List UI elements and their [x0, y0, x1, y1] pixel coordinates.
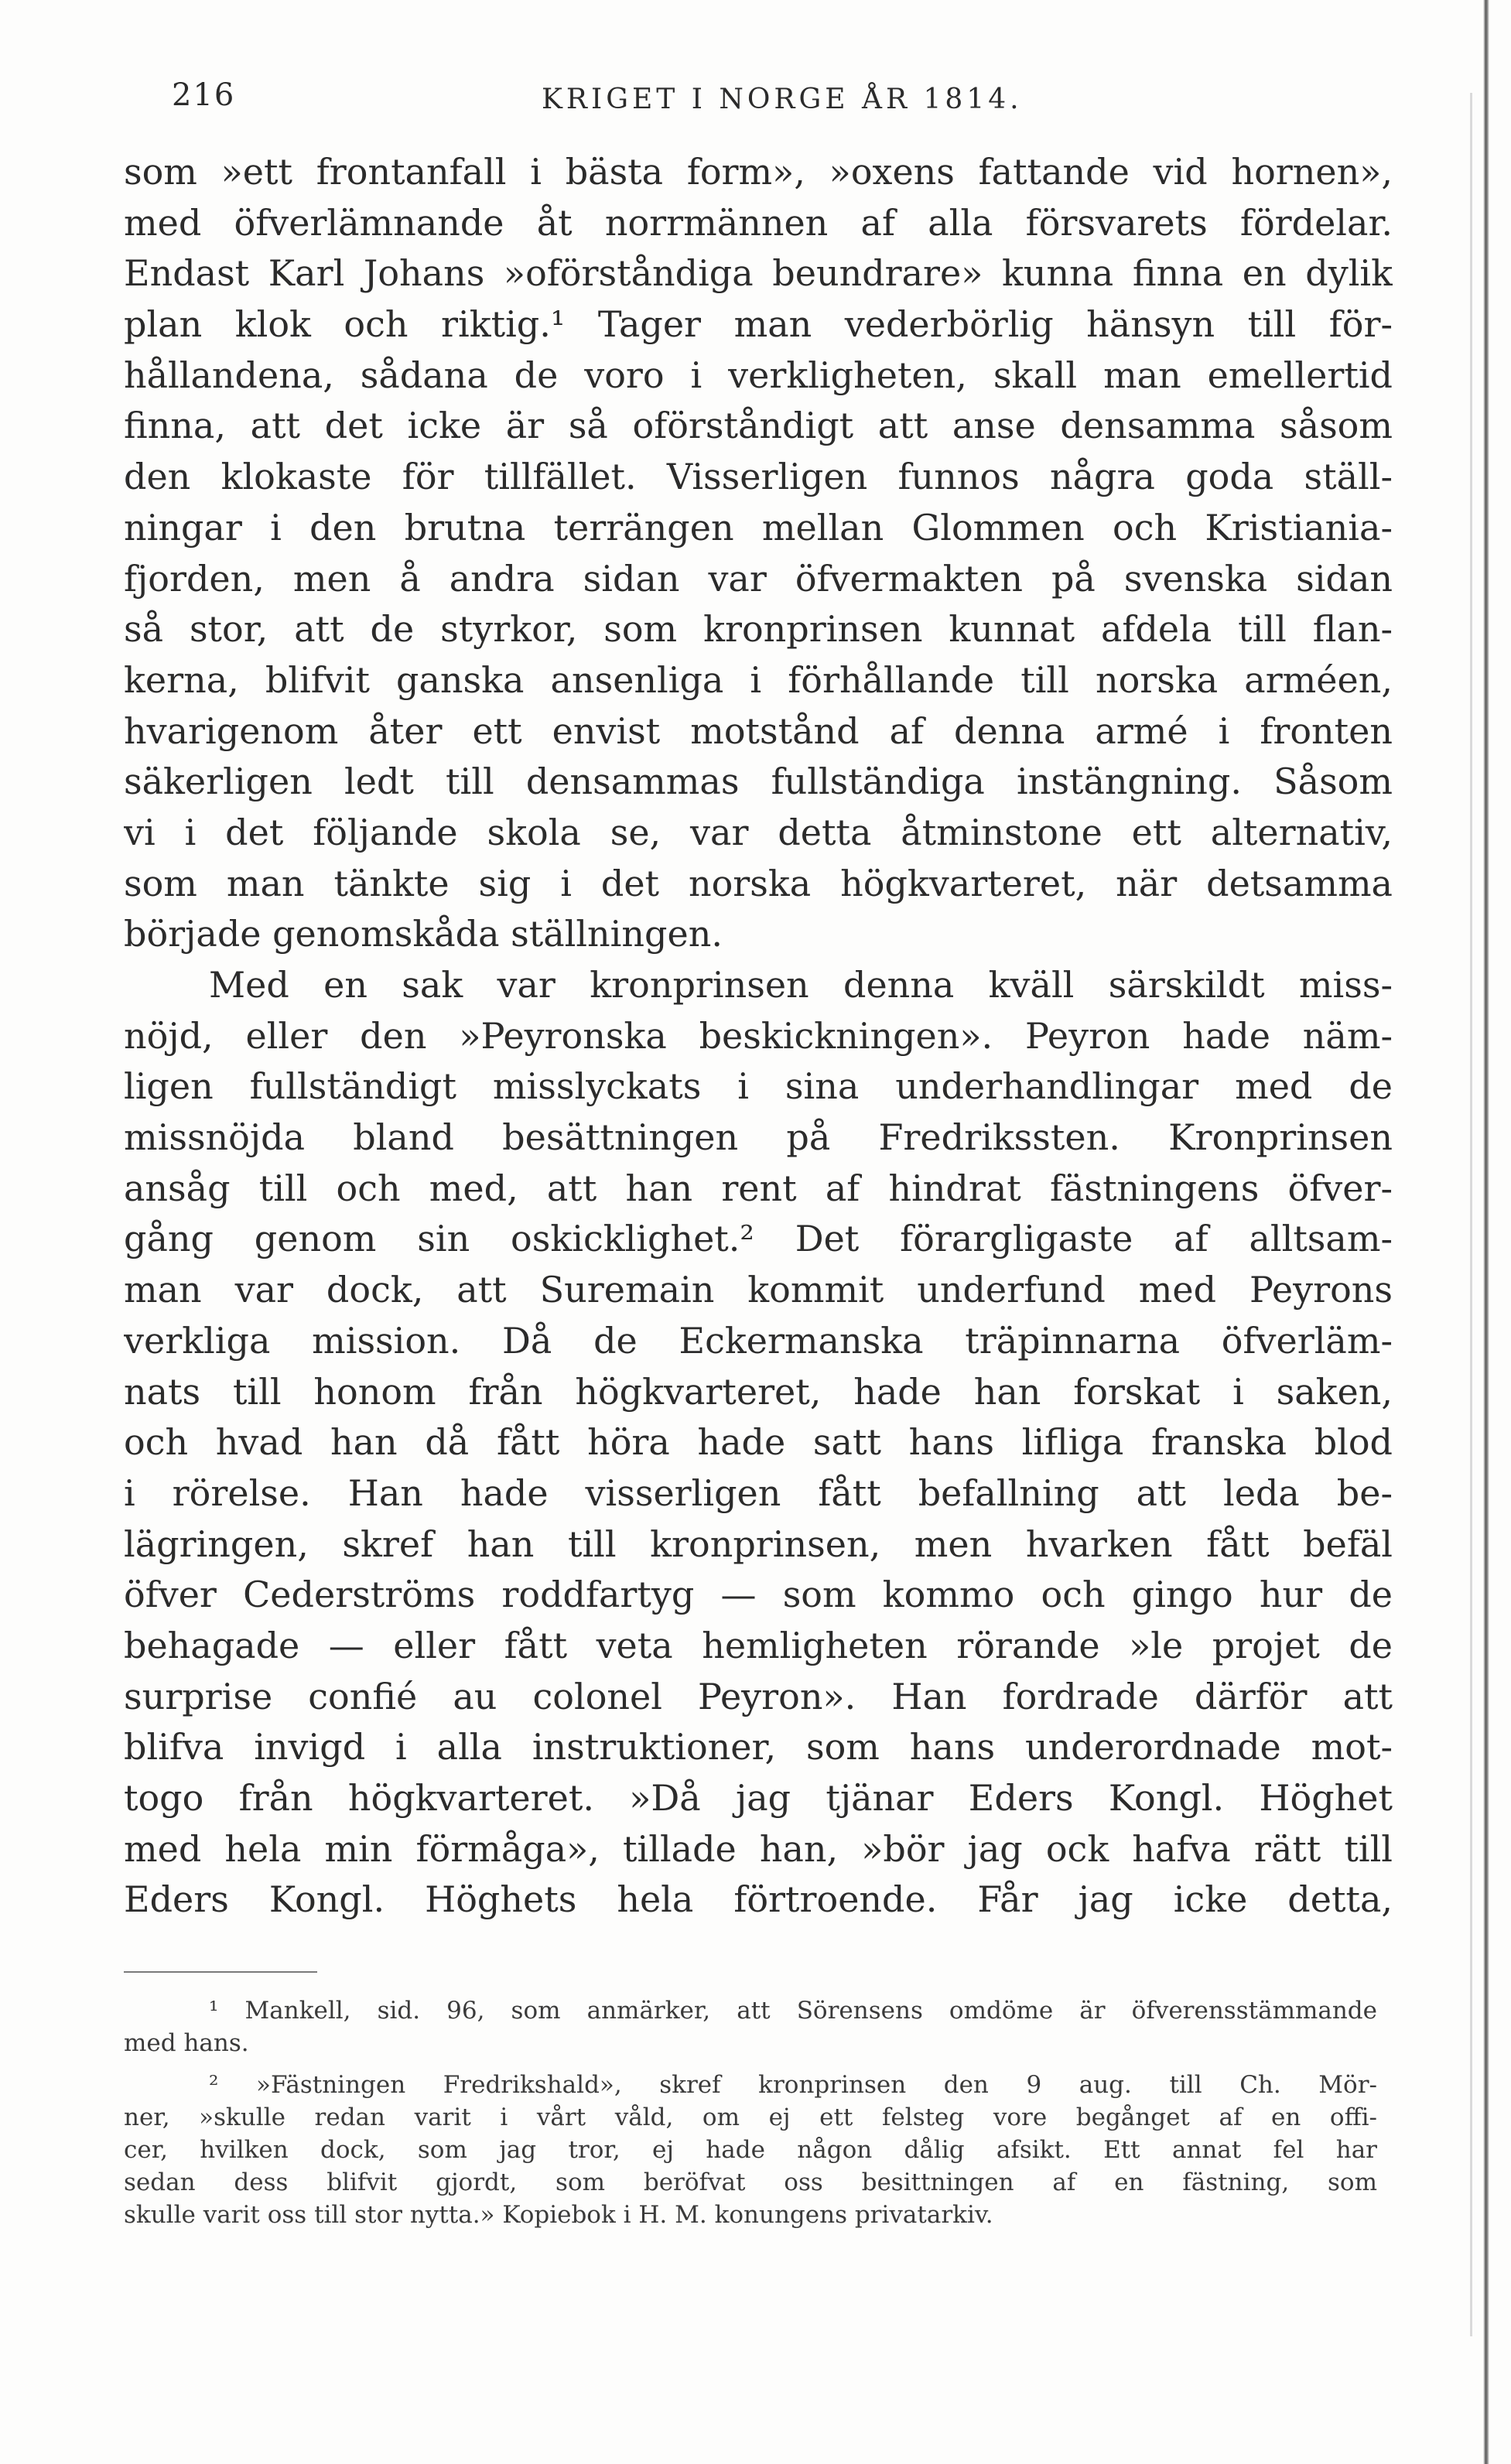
text-line: som »ett frontanfall i bästa form», »oxens fattande vid hornen»,: [124, 151, 1393, 193]
text-line: nöjd, eller den »Peyronska beskickningen». Peyron hade näm-: [124, 1014, 1393, 1057]
text-line: och hvad han då fått höra hade satt hans lifliga franska blod: [124, 1421, 1393, 1464]
text-line: togo från högkvarteret. »Då jag tjänar Eders Kongl. Höghet: [124, 1777, 1393, 1819]
footnote-line: med hans.: [124, 2029, 249, 2057]
text-line: med öfverlämnande åt norrmännen af alla försvarets fördelar.: [124, 201, 1393, 244]
text-line: började genomskåda ställningen.: [124, 913, 723, 955]
text-line: öfver Cederströms roddfartyg — som kommo och gingo hur de: [124, 1574, 1393, 1616]
text-line: så stor, att de styrkor, som kronprinsen kunnat afdela till flan-: [124, 608, 1393, 651]
text-line: Endast Karl Johans »oförståndiga beundrare» kunna finna en dylik: [124, 252, 1393, 295]
text-line: ansåg till och med, att han rent af hindrat fästningens öfver-: [124, 1167, 1393, 1209]
footnote-line: ner, »skulle redan varit i vårt våld, om ej ett felsteg vore begånget af en offi-: [124, 2103, 1377, 2131]
text-line: gång genom sin oskicklighet.² Det förargligaste af alltsam-: [124, 1218, 1393, 1260]
text-line: i rörelse. Han hade visserligen fått befallning att leda be-: [124, 1471, 1393, 1514]
text-line: man var dock, att Suremain kommit underfund med Peyrons: [124, 1269, 1393, 1311]
text-line: Med en sak var kronprinsen denna kväll särskildt miss-: [209, 964, 1393, 1006]
footnotes: [124, 1994, 1377, 2231]
body-text: [124, 147, 1393, 1926]
footnote-line: cer, hvilken dock, som jag tror, ej hade någon dålig afsikt. Ett annat fel har: [124, 2136, 1377, 2164]
text-line: kerna, blifvit ganska ansenliga i förhållande till norska arméen,: [124, 658, 1393, 701]
footnote-line: skulle varit oss till stor nytta.» Kopiebok i H. M. konungens privatarkiv.: [124, 2201, 993, 2229]
footnote-line: ² »Fästningen Fredrikshald», skref kronprinsen den 9 aug. till Ch. Mör-: [209, 2071, 1377, 2099]
text-line: med hela min förmåga», tillade han, »bör jag ock hafva rätt till: [124, 1827, 1393, 1870]
text-line: ningar i den brutna terrängen mellan Glommen och Kristiania-: [124, 506, 1393, 549]
text-line: som man tänkte sig i det norska högkvarteret, när detsamma: [124, 862, 1393, 904]
text-line: vi i det följande skola se, var detta åtminstone ett alternativ,: [124, 811, 1393, 853]
text-line: behagade — eller fått veta hemligheten rörande »le projet de: [124, 1624, 1393, 1666]
text-line: missnöjda bland besättningen på Fredrikssten. Kronprinsen: [124, 1116, 1393, 1159]
text-line: Eders Kongl. Höghets hela förtroende. Får jag icke detta,: [124, 1878, 1393, 1921]
text-line: surprise confié au colonel Peyron». Han fordrade därför att: [124, 1675, 1393, 1717]
text-line: lägringen, skref han till kronprinsen, men hvarken fått befäl: [124, 1522, 1393, 1565]
text-line: fjorden, men å andra sidan var öfvermakten på svenska sidan: [124, 557, 1393, 600]
page-edge-shadow: [1483, 0, 1489, 2464]
running-head: KRIGET I NORGE ÅR 1814.: [542, 84, 1023, 115]
text-line: plan klok och riktig.¹ Tager man vederbörlig hänsyn till för-: [124, 303, 1393, 346]
page-edge-line: [1470, 93, 1472, 2336]
text-line: ligen fullständigt misslyckats i sina underhandlingar med de: [124, 1065, 1393, 1108]
text-line: hållandena, sådana de voro i verkligheten, skall man emellertid: [124, 354, 1393, 396]
page-number: 216: [172, 77, 236, 113]
page-header: [124, 77, 1393, 132]
text-line: den klokaste för tillfället. Visserligen funnos några goda ställ-: [124, 456, 1393, 498]
text-line: nats till honom från högkvarteret, hade han forskat i saken,: [124, 1370, 1393, 1413]
footnote-line: ¹ Mankell, sid. 96, som anmärker, att Sörensens omdöme är öfverensstämmande: [209, 1997, 1377, 2025]
text-line: finna, att det icke är så oförståndigt att anse densamma såsom: [124, 405, 1393, 447]
text-line: verkliga mission. Då de Eckermanska träpinnarna öfverläm-: [124, 1319, 1393, 1362]
footnote-line: sedan dess blifvit gjordt, som beröfvat oss besittningen af en fästning, som: [124, 2168, 1377, 2196]
footnote-divider: [124, 1971, 317, 1973]
text-line: hvarigenom åter ett envist motstånd af denna armé i fronten: [124, 709, 1393, 752]
text-line: blifva invigd i alla instruktioner, som hans underordnade mot-: [124, 1726, 1393, 1769]
text-line: säkerligen ledt till densammas fullständiga instängning. Såsom: [124, 760, 1393, 803]
